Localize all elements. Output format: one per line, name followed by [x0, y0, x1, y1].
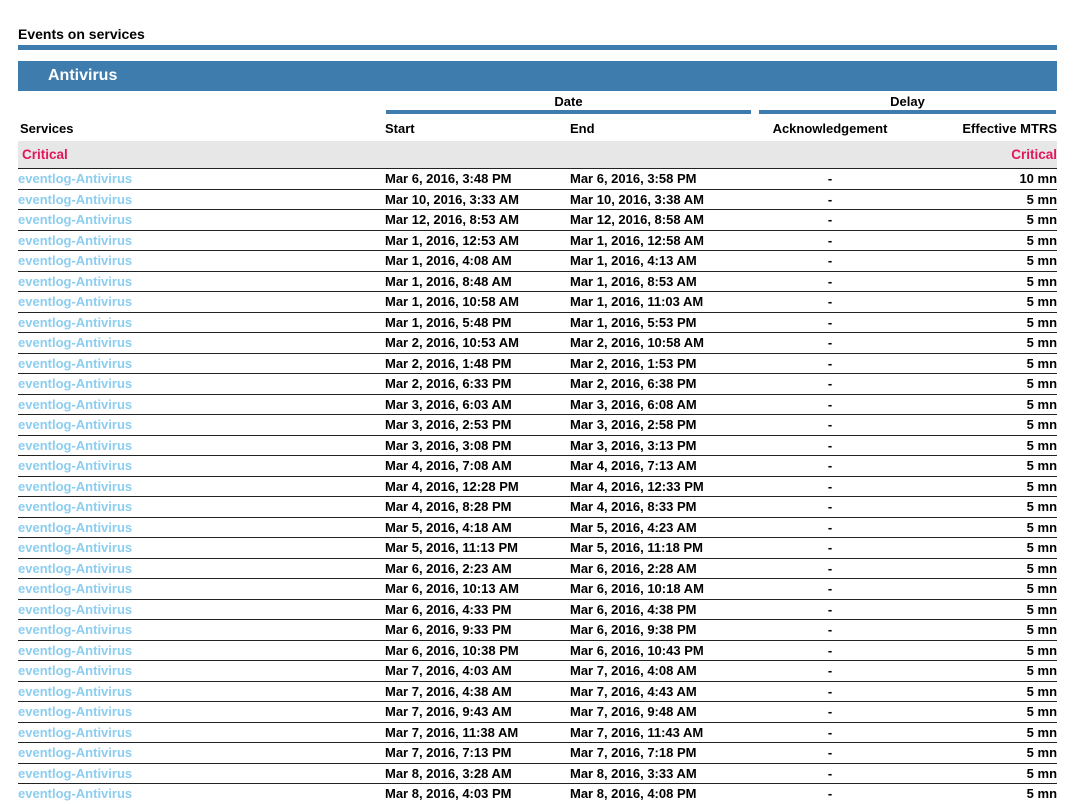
start-date-cell: Mar 6, 2016, 10:38 PM	[385, 640, 570, 661]
service-link[interactable]: eventlog-Antivirus	[18, 622, 133, 638]
acknowledgement-cell: -	[755, 394, 905, 415]
start-date-cell: Mar 1, 2016, 5:48 PM	[385, 312, 570, 333]
acknowledgement-cell: -	[755, 230, 905, 251]
effective-mtrs-cell: 5 mn	[905, 353, 1057, 374]
event-row	[18, 640, 1057, 661]
acknowledgement-cell: -	[755, 497, 905, 518]
effective-mtrs-cell: 5 mn	[905, 333, 1057, 354]
effective-mtrs-cell: 5 mn	[905, 394, 1057, 415]
end-date-cell: Mar 6, 2016, 9:38 PM	[570, 620, 755, 641]
event-row	[18, 579, 1057, 600]
column-header-start: Start	[385, 121, 415, 136]
service-link[interactable]: eventlog-Antivirus	[18, 376, 133, 392]
column-header-end: End	[570, 121, 595, 136]
event-row	[18, 497, 1057, 518]
service-cell	[18, 763, 385, 784]
end-date-cell: Mar 1, 2016, 12:58 AM	[570, 230, 755, 251]
event-row	[18, 271, 1057, 292]
effective-mtrs-cell: 5 mn	[905, 538, 1057, 559]
acknowledgement-cell: -	[755, 784, 905, 804]
service-link[interactable]: eventlog-Antivirus	[18, 191, 133, 207]
effective-mtrs-cell: 5 mn	[905, 210, 1057, 231]
effective-mtrs-cell: 5 mn	[905, 640, 1057, 661]
service-link[interactable]: eventlog-Antivirus	[18, 253, 133, 269]
service-link[interactable]: eventlog-Antivirus	[18, 683, 133, 699]
start-date-cell: Mar 6, 2016, 10:13 AM	[385, 579, 570, 600]
acknowledgement-cell: -	[755, 722, 905, 743]
acknowledgement-cell: -	[755, 456, 905, 477]
effective-mtrs-cell: 5 mn	[905, 558, 1057, 579]
end-date-cell: Mar 1, 2016, 11:03 AM	[570, 292, 755, 313]
service-link[interactable]: eventlog-Antivirus	[18, 560, 133, 576]
title-underline	[18, 45, 1057, 50]
service-link[interactable]: eventlog-Antivirus	[18, 437, 133, 453]
event-row	[18, 599, 1057, 620]
service-link[interactable]: eventlog-Antivirus	[18, 540, 133, 556]
effective-mtrs-cell: 5 mn	[905, 784, 1057, 804]
acknowledgement-cell: -	[755, 681, 905, 702]
effective-mtrs-cell: 5 mn	[905, 476, 1057, 497]
start-date-cell: Mar 6, 2016, 4:33 PM	[385, 599, 570, 620]
end-date-cell: Mar 3, 2016, 3:13 PM	[570, 435, 755, 456]
service-cell	[18, 640, 385, 661]
acknowledgement-cell: -	[755, 210, 905, 231]
event-row	[18, 722, 1057, 743]
service-cell	[18, 661, 385, 682]
events-table	[18, 94, 1057, 804]
end-date-cell: Mar 1, 2016, 5:53 PM	[570, 312, 755, 333]
acknowledgement-cell: -	[755, 517, 905, 538]
end-date-cell: Mar 3, 2016, 2:58 PM	[570, 415, 755, 436]
acknowledgement-cell: -	[755, 579, 905, 600]
effective-mtrs-cell: 5 mn	[905, 312, 1057, 333]
start-date-cell: Mar 12, 2016, 8:53 AM	[385, 210, 570, 231]
service-link[interactable]: eventlog-Antivirus	[18, 581, 133, 597]
acknowledgement-cell: -	[755, 312, 905, 333]
events-table-body	[18, 169, 1057, 804]
service-link[interactable]: eventlog-Antivirus	[18, 478, 133, 494]
group-header-date: Date	[386, 95, 751, 114]
start-date-cell: Mar 6, 2016, 2:23 AM	[385, 558, 570, 579]
start-date-cell: Mar 3, 2016, 2:53 PM	[385, 415, 570, 436]
group-header-delay-cell	[755, 94, 1057, 115]
event-row	[18, 476, 1057, 497]
column-header-services: Services	[20, 121, 74, 136]
start-date-cell: Mar 2, 2016, 10:53 AM	[385, 333, 570, 354]
start-date-cell: Mar 7, 2016, 4:03 AM	[385, 661, 570, 682]
end-date-cell: Mar 6, 2016, 4:38 PM	[570, 599, 755, 620]
column-header-acknowledgement: Acknowledgement	[772, 121, 888, 136]
effective-mtrs-cell: 5 mn	[905, 620, 1057, 641]
effective-mtrs-cell: 5 mn	[905, 435, 1057, 456]
end-date-cell: Mar 12, 2016, 8:58 AM	[570, 210, 755, 231]
end-date-cell: Mar 7, 2016, 11:43 AM	[570, 722, 755, 743]
end-date-cell: Mar 6, 2016, 10:18 AM	[570, 579, 755, 600]
event-row	[18, 763, 1057, 784]
acknowledgement-cell: -	[755, 702, 905, 723]
service-link[interactable]: eventlog-Antivirus	[18, 724, 133, 740]
event-row	[18, 353, 1057, 374]
service-cell	[18, 210, 385, 231]
end-date-cell: Mar 1, 2016, 4:13 AM	[570, 251, 755, 272]
start-date-cell: Mar 1, 2016, 12:53 AM	[385, 230, 570, 251]
service-link[interactable]: eventlog-Antivirus	[18, 519, 133, 535]
end-date-cell: Mar 8, 2016, 3:33 AM	[570, 763, 755, 784]
service-link[interactable]: eventlog-Antivirus	[18, 765, 133, 781]
effective-mtrs-cell: 5 mn	[905, 517, 1057, 538]
effective-mtrs-cell: 5 mn	[905, 599, 1057, 620]
service-cell	[18, 374, 385, 395]
service-cell	[18, 415, 385, 436]
acknowledgement-cell: -	[755, 333, 905, 354]
start-date-cell: Mar 7, 2016, 7:13 PM	[385, 743, 570, 764]
end-date-cell: Mar 4, 2016, 7:13 AM	[570, 456, 755, 477]
acknowledgement-cell: -	[755, 435, 905, 456]
end-date-cell: Mar 7, 2016, 4:43 AM	[570, 681, 755, 702]
end-date-cell: Mar 7, 2016, 4:08 AM	[570, 661, 755, 682]
service-link[interactable]: eventlog-Antivirus	[18, 171, 133, 187]
end-date-cell: Mar 7, 2016, 9:48 AM	[570, 702, 755, 723]
acknowledgement-cell: -	[755, 415, 905, 436]
service-cell	[18, 702, 385, 723]
service-link[interactable]: eventlog-Antivirus	[18, 745, 133, 761]
start-date-cell: Mar 4, 2016, 12:28 PM	[385, 476, 570, 497]
service-cell	[18, 538, 385, 559]
effective-mtrs-cell: 10 mn	[905, 169, 1057, 190]
end-date-cell: Mar 3, 2016, 6:08 AM	[570, 394, 755, 415]
start-date-cell: Mar 5, 2016, 11:13 PM	[385, 538, 570, 559]
acknowledgement-cell: -	[755, 661, 905, 682]
event-row	[18, 620, 1057, 641]
event-row	[18, 415, 1057, 436]
service-link[interactable]: eventlog-Antivirus	[18, 663, 133, 679]
acknowledgement-cell: -	[755, 251, 905, 272]
service-cell	[18, 292, 385, 313]
event-row	[18, 312, 1057, 333]
service-cell	[18, 599, 385, 620]
start-date-cell: Mar 8, 2016, 4:03 PM	[385, 784, 570, 804]
service-cell	[18, 169, 385, 190]
event-row	[18, 292, 1057, 313]
start-date-cell: Mar 1, 2016, 10:58 AM	[385, 292, 570, 313]
acknowledgement-cell: -	[755, 374, 905, 395]
service-link[interactable]: eventlog-Antivirus	[18, 786, 133, 802]
column-header-effective-mtrs: Effective MTRS	[962, 121, 1058, 136]
end-date-cell: Mar 10, 2016, 3:38 AM	[570, 189, 755, 210]
event-row	[18, 538, 1057, 559]
severity-band-filler	[385, 141, 905, 169]
service-cell	[18, 456, 385, 477]
end-date-cell: Mar 6, 2016, 10:43 PM	[570, 640, 755, 661]
start-date-cell: Mar 2, 2016, 6:33 PM	[385, 374, 570, 395]
service-cell	[18, 579, 385, 600]
effective-mtrs-cell: 5 mn	[905, 456, 1057, 477]
start-date-cell: Mar 7, 2016, 9:43 AM	[385, 702, 570, 723]
service-link[interactable]: eventlog-Antivirus	[18, 499, 133, 515]
service-cell	[18, 353, 385, 374]
event-row	[18, 517, 1057, 538]
severity-label-right: Critical	[905, 141, 1057, 169]
service-cell	[18, 435, 385, 456]
effective-mtrs-cell: 5 mn	[905, 415, 1057, 436]
acknowledgement-cell: -	[755, 292, 905, 313]
group-header-row	[18, 94, 1057, 115]
service-link[interactable]: eventlog-Antivirus	[18, 458, 133, 474]
acknowledgement-cell: -	[755, 169, 905, 190]
end-date-cell: Mar 7, 2016, 7:18 PM	[570, 743, 755, 764]
start-date-cell: Mar 5, 2016, 4:18 AM	[385, 517, 570, 538]
end-date-cell: Mar 4, 2016, 8:33 PM	[570, 497, 755, 518]
service-cell	[18, 312, 385, 333]
service-link[interactable]: eventlog-Antivirus	[18, 335, 133, 351]
page-title: Events on services	[18, 26, 145, 42]
service-link[interactable]: eventlog-Antivirus	[18, 212, 133, 228]
event-row	[18, 230, 1057, 251]
effective-mtrs-cell: 5 mn	[905, 722, 1057, 743]
start-date-cell: Mar 3, 2016, 6:03 AM	[385, 394, 570, 415]
event-row	[18, 210, 1057, 231]
service-cell	[18, 394, 385, 415]
acknowledgement-cell: -	[755, 558, 905, 579]
start-date-cell: Mar 4, 2016, 7:08 AM	[385, 456, 570, 477]
event-row	[18, 374, 1057, 395]
start-date-cell: Mar 3, 2016, 3:08 PM	[385, 435, 570, 456]
service-cell	[18, 251, 385, 272]
effective-mtrs-cell: 5 mn	[905, 763, 1057, 784]
service-link[interactable]: eventlog-Antivirus	[18, 642, 133, 658]
start-date-cell: Mar 7, 2016, 11:38 AM	[385, 722, 570, 743]
end-date-cell: Mar 1, 2016, 8:53 AM	[570, 271, 755, 292]
service-link[interactable]: eventlog-Antivirus	[18, 314, 133, 330]
service-link[interactable]: eventlog-Antivirus	[18, 601, 133, 617]
severity-label-left: Critical	[18, 141, 385, 169]
end-date-cell: Mar 2, 2016, 6:38 PM	[570, 374, 755, 395]
effective-mtrs-cell: 5 mn	[905, 702, 1057, 723]
start-date-cell: Mar 1, 2016, 8:48 AM	[385, 271, 570, 292]
event-row	[18, 456, 1057, 477]
start-date-cell: Mar 7, 2016, 4:38 AM	[385, 681, 570, 702]
service-cell	[18, 517, 385, 538]
effective-mtrs-cell: 5 mn	[905, 743, 1057, 764]
effective-mtrs-cell: 5 mn	[905, 579, 1057, 600]
service-cell	[18, 620, 385, 641]
end-date-cell: Mar 2, 2016, 10:58 AM	[570, 333, 755, 354]
start-date-cell: Mar 8, 2016, 3:28 AM	[385, 763, 570, 784]
effective-mtrs-cell: 5 mn	[905, 292, 1057, 313]
effective-mtrs-cell: 5 mn	[905, 271, 1057, 292]
group-header-date-cell	[385, 94, 755, 115]
end-date-cell: Mar 8, 2016, 4:08 PM	[570, 784, 755, 804]
event-row	[18, 189, 1057, 210]
acknowledgement-cell: -	[755, 743, 905, 764]
group-header-spacer	[18, 94, 385, 115]
event-row	[18, 394, 1057, 415]
event-row	[18, 661, 1057, 682]
service-cell	[18, 230, 385, 251]
service-cell	[18, 333, 385, 354]
acknowledgement-cell: -	[755, 620, 905, 641]
end-date-cell: Mar 6, 2016, 3:58 PM	[570, 169, 755, 190]
event-row	[18, 558, 1057, 579]
effective-mtrs-cell: 5 mn	[905, 251, 1057, 272]
event-row	[18, 784, 1057, 804]
event-row	[18, 251, 1057, 272]
service-cell	[18, 743, 385, 764]
event-row	[18, 681, 1057, 702]
effective-mtrs-cell: 5 mn	[905, 681, 1057, 702]
acknowledgement-cell: -	[755, 599, 905, 620]
section-title: Antivirus	[48, 67, 118, 84]
start-date-cell: Mar 6, 2016, 9:33 PM	[385, 620, 570, 641]
end-date-cell: Mar 2, 2016, 1:53 PM	[570, 353, 755, 374]
service-link[interactable]: eventlog-Antivirus	[18, 396, 133, 412]
service-link[interactable]: eventlog-Antivirus	[18, 704, 133, 720]
start-date-cell: Mar 1, 2016, 4:08 AM	[385, 251, 570, 272]
service-cell	[18, 558, 385, 579]
acknowledgement-cell: -	[755, 271, 905, 292]
start-date-cell: Mar 4, 2016, 8:28 PM	[385, 497, 570, 518]
end-date-cell: Mar 5, 2016, 11:18 PM	[570, 538, 755, 559]
service-cell	[18, 476, 385, 497]
end-date-cell: Mar 5, 2016, 4:23 AM	[570, 517, 755, 538]
section-header-antivirus	[18, 61, 1057, 91]
acknowledgement-cell: -	[755, 763, 905, 784]
event-row	[18, 435, 1057, 456]
start-date-cell: Mar 2, 2016, 1:48 PM	[385, 353, 570, 374]
severity-band-row	[18, 141, 1057, 169]
effective-mtrs-cell: 5 mn	[905, 497, 1057, 518]
effective-mtrs-cell: 5 mn	[905, 189, 1057, 210]
service-cell	[18, 189, 385, 210]
service-cell	[18, 681, 385, 702]
acknowledgement-cell: -	[755, 189, 905, 210]
end-date-cell: Mar 6, 2016, 2:28 AM	[570, 558, 755, 579]
effective-mtrs-cell: 5 mn	[905, 661, 1057, 682]
start-date-cell: Mar 6, 2016, 3:48 PM	[385, 169, 570, 190]
service-link[interactable]: eventlog-Antivirus	[18, 232, 133, 248]
service-link[interactable]: eventlog-Antivirus	[18, 417, 133, 433]
service-cell	[18, 784, 385, 804]
service-cell	[18, 497, 385, 518]
service-cell	[18, 271, 385, 292]
acknowledgement-cell: -	[755, 640, 905, 661]
event-row	[18, 702, 1057, 723]
event-row	[18, 333, 1057, 354]
acknowledgement-cell: -	[755, 353, 905, 374]
acknowledgement-cell: -	[755, 538, 905, 559]
end-date-cell: Mar 4, 2016, 12:33 PM	[570, 476, 755, 497]
service-cell	[18, 722, 385, 743]
service-link[interactable]: eventlog-Antivirus	[18, 273, 133, 289]
effective-mtrs-cell: 5 mn	[905, 230, 1057, 251]
event-row	[18, 743, 1057, 764]
column-header-row	[18, 115, 1057, 141]
report-container	[18, 26, 1057, 804]
acknowledgement-cell: -	[755, 476, 905, 497]
service-link[interactable]: eventlog-Antivirus	[18, 294, 133, 310]
start-date-cell: Mar 10, 2016, 3:33 AM	[385, 189, 570, 210]
group-header-delay: Delay	[759, 95, 1056, 114]
event-row	[18, 169, 1057, 190]
effective-mtrs-cell: 5 mn	[905, 374, 1057, 395]
service-link[interactable]: eventlog-Antivirus	[18, 355, 133, 371]
